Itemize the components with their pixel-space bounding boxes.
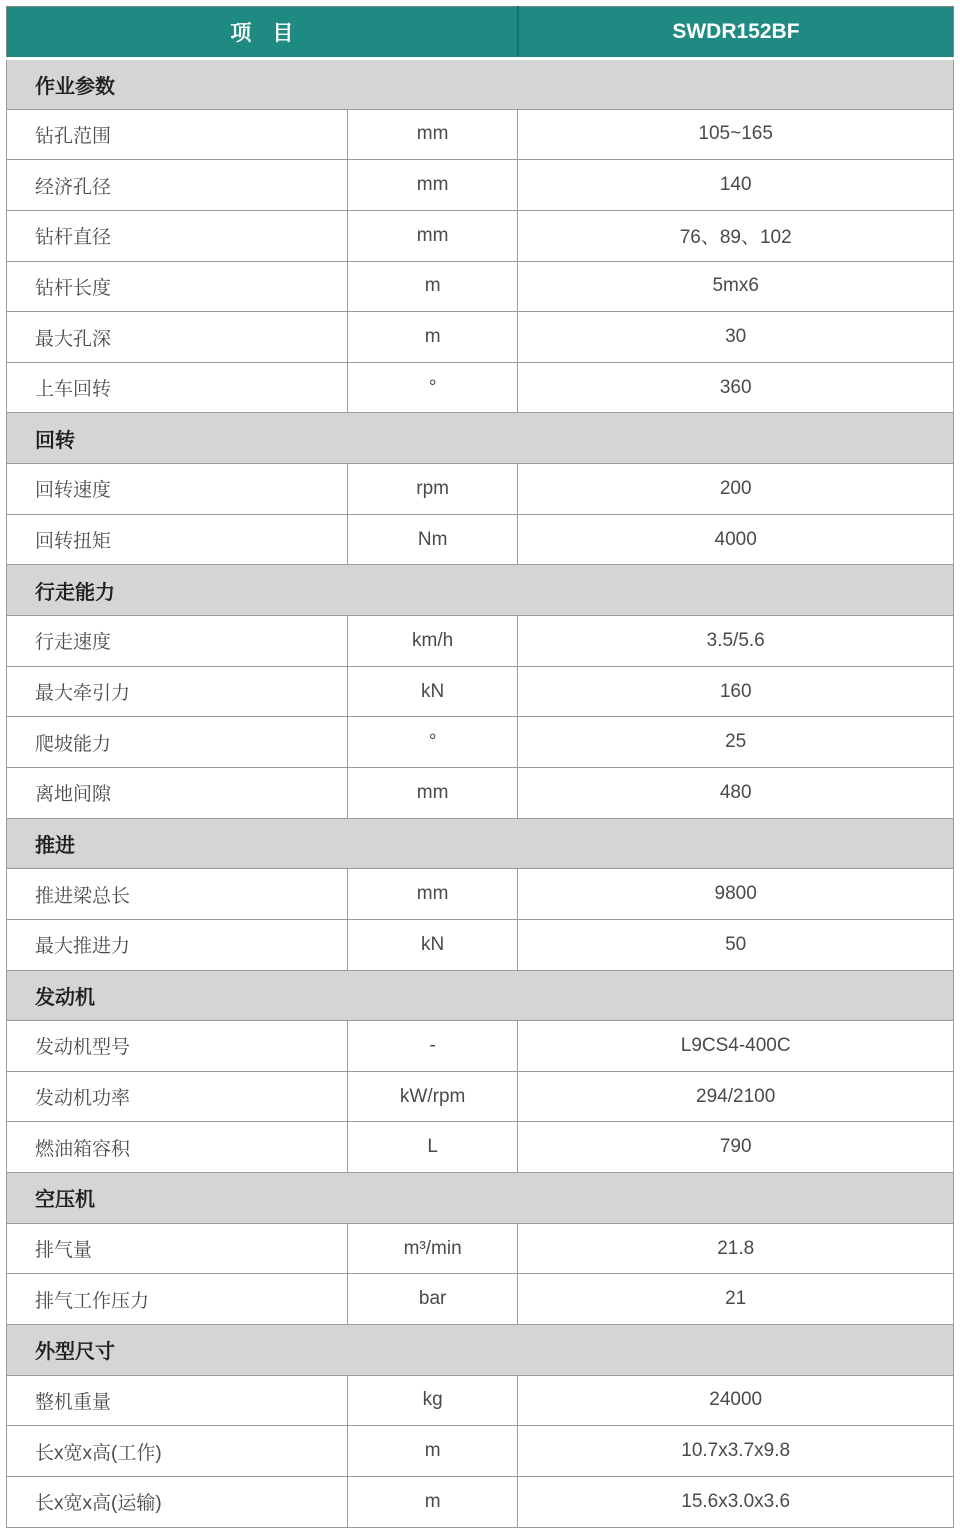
section-title: 发动机 — [7, 970, 954, 1021]
spec-value-cell: 10.7x3.7x9.8 — [518, 1426, 954, 1477]
spec-row — [7, 1476, 954, 1527]
spec-value-cell: 50 — [518, 919, 954, 970]
spec-value-cell: 21 — [518, 1274, 954, 1325]
spec-name-cell: 最大推进力 — [7, 919, 348, 970]
section-header-row — [7, 970, 954, 1021]
spec-row — [7, 1274, 954, 1325]
spec-unit-cell: kg — [347, 1375, 517, 1426]
spec-unit-cell: kN — [347, 666, 517, 717]
spec-value-cell: 480 — [518, 767, 954, 818]
section-header-row — [7, 818, 954, 869]
spec-row — [7, 1071, 954, 1122]
spec-value-cell: 24000 — [518, 1375, 954, 1426]
spec-name-cell: 钻杆长度 — [7, 261, 348, 312]
spec-row — [7, 261, 954, 312]
spec-name-cell: 最大孔深 — [7, 312, 348, 363]
spec-unit-cell: - — [347, 1021, 517, 1072]
spec-value-cell: 105~165 — [518, 109, 954, 160]
spec-value-cell: 30 — [518, 312, 954, 363]
spec-unit-cell: ° — [347, 362, 517, 413]
spec-unit-cell: m — [347, 1426, 517, 1477]
spec-value-cell: 140 — [518, 160, 954, 211]
spec-name-cell: 钻孔范围 — [7, 109, 348, 160]
spec-row — [7, 1122, 954, 1173]
spec-value-cell: 160 — [518, 666, 954, 717]
spec-value-cell: 21.8 — [518, 1223, 954, 1274]
spec-unit-cell: rpm — [347, 464, 517, 515]
spec-value-cell: 790 — [518, 1122, 954, 1173]
section-title: 作业参数 — [7, 59, 954, 110]
spec-value-cell: 15.6x3.0x3.6 — [518, 1476, 954, 1527]
spec-name-cell: 回转扭矩 — [7, 514, 348, 565]
spec-unit-cell: m — [347, 1476, 517, 1527]
spec-row — [7, 160, 954, 211]
spec-name-cell: 经济孔径 — [7, 160, 348, 211]
spec-name-cell: 发动机型号 — [7, 1021, 348, 1072]
spec-name-cell: 排气工作压力 — [7, 1274, 348, 1325]
spec-unit-cell: m — [347, 261, 517, 312]
spec-row — [7, 514, 954, 565]
section-header-row — [7, 59, 954, 110]
section-header-row — [7, 413, 954, 464]
spec-row — [7, 717, 954, 768]
spec-row — [7, 1375, 954, 1426]
spec-unit-cell: Nm — [347, 514, 517, 565]
spec-value-cell: 4000 — [518, 514, 954, 565]
spec-row — [7, 1223, 954, 1274]
spec-name-cell: 推进梁总长 — [7, 869, 348, 920]
spec-unit-cell: kN — [347, 919, 517, 970]
spec-unit-cell: mm — [347, 109, 517, 160]
spec-row — [7, 1426, 954, 1477]
spec-name-cell: 上车回转 — [7, 362, 348, 413]
spec-row — [7, 312, 954, 363]
spec-name-cell: 长x宽x高(运输) — [7, 1476, 348, 1527]
spec-value-cell: 5mx6 — [518, 261, 954, 312]
section-header-row — [7, 565, 954, 616]
column-header-model: SWDR152BF — [518, 7, 954, 59]
spec-name-cell: 长x宽x高(工作) — [7, 1426, 348, 1477]
section-title: 回转 — [7, 413, 954, 464]
spec-name-cell: 最大牵引力 — [7, 666, 348, 717]
spec-name-cell: 钻杆直径 — [7, 210, 348, 261]
spec-row — [7, 869, 954, 920]
spec-row — [7, 767, 954, 818]
spec-unit-cell: mm — [347, 869, 517, 920]
spec-value-cell: 76、89、102 — [518, 210, 954, 261]
spec-value-cell: L9CS4-400C — [518, 1021, 954, 1072]
spec-value-cell: 25 — [518, 717, 954, 768]
spec-unit-cell: kW/rpm — [347, 1071, 517, 1122]
spec-name-cell: 发动机功率 — [7, 1071, 348, 1122]
table-header-row — [7, 7, 954, 59]
spec-row — [7, 666, 954, 717]
spec-row — [7, 919, 954, 970]
spec-unit-cell: km/h — [347, 616, 517, 667]
spec-row — [7, 616, 954, 667]
spec-unit-cell: bar — [347, 1274, 517, 1325]
spec-value-cell: 9800 — [518, 869, 954, 920]
spec-unit-cell: m³/min — [347, 1223, 517, 1274]
spec-row — [7, 1021, 954, 1072]
section-title: 推进 — [7, 818, 954, 869]
spec-name-cell: 整机重量 — [7, 1375, 348, 1426]
spec-unit-cell: L — [347, 1122, 517, 1173]
spec-value-cell: 3.5/5.6 — [518, 616, 954, 667]
spec-value-cell: 360 — [518, 362, 954, 413]
spec-name-cell: 排气量 — [7, 1223, 348, 1274]
spec-name-cell: 行走速度 — [7, 616, 348, 667]
spec-unit-cell: mm — [347, 767, 517, 818]
spec-name-cell: 燃油箱容积 — [7, 1122, 348, 1173]
section-header-row — [7, 1173, 954, 1224]
spec-row — [7, 362, 954, 413]
section-title: 空压机 — [7, 1173, 954, 1224]
spec-unit-cell: ° — [347, 717, 517, 768]
spec-table — [6, 6, 954, 1528]
spec-name-cell: 离地间隙 — [7, 767, 348, 818]
section-header-row — [7, 1325, 954, 1376]
spec-row — [7, 464, 954, 515]
spec-unit-cell: mm — [347, 210, 517, 261]
spec-name-cell: 爬坡能力 — [7, 717, 348, 768]
spec-row — [7, 210, 954, 261]
spec-value-cell: 200 — [518, 464, 954, 515]
spec-name-cell: 回转速度 — [7, 464, 348, 515]
column-header-item: 项 目 — [7, 7, 518, 59]
section-title: 行走能力 — [7, 565, 954, 616]
section-title: 外型尺寸 — [7, 1325, 954, 1376]
spec-table-body — [7, 59, 954, 1528]
spec-row — [7, 109, 954, 160]
spec-unit-cell: m — [347, 312, 517, 363]
spec-value-cell: 294/2100 — [518, 1071, 954, 1122]
spec-unit-cell: mm — [347, 160, 517, 211]
